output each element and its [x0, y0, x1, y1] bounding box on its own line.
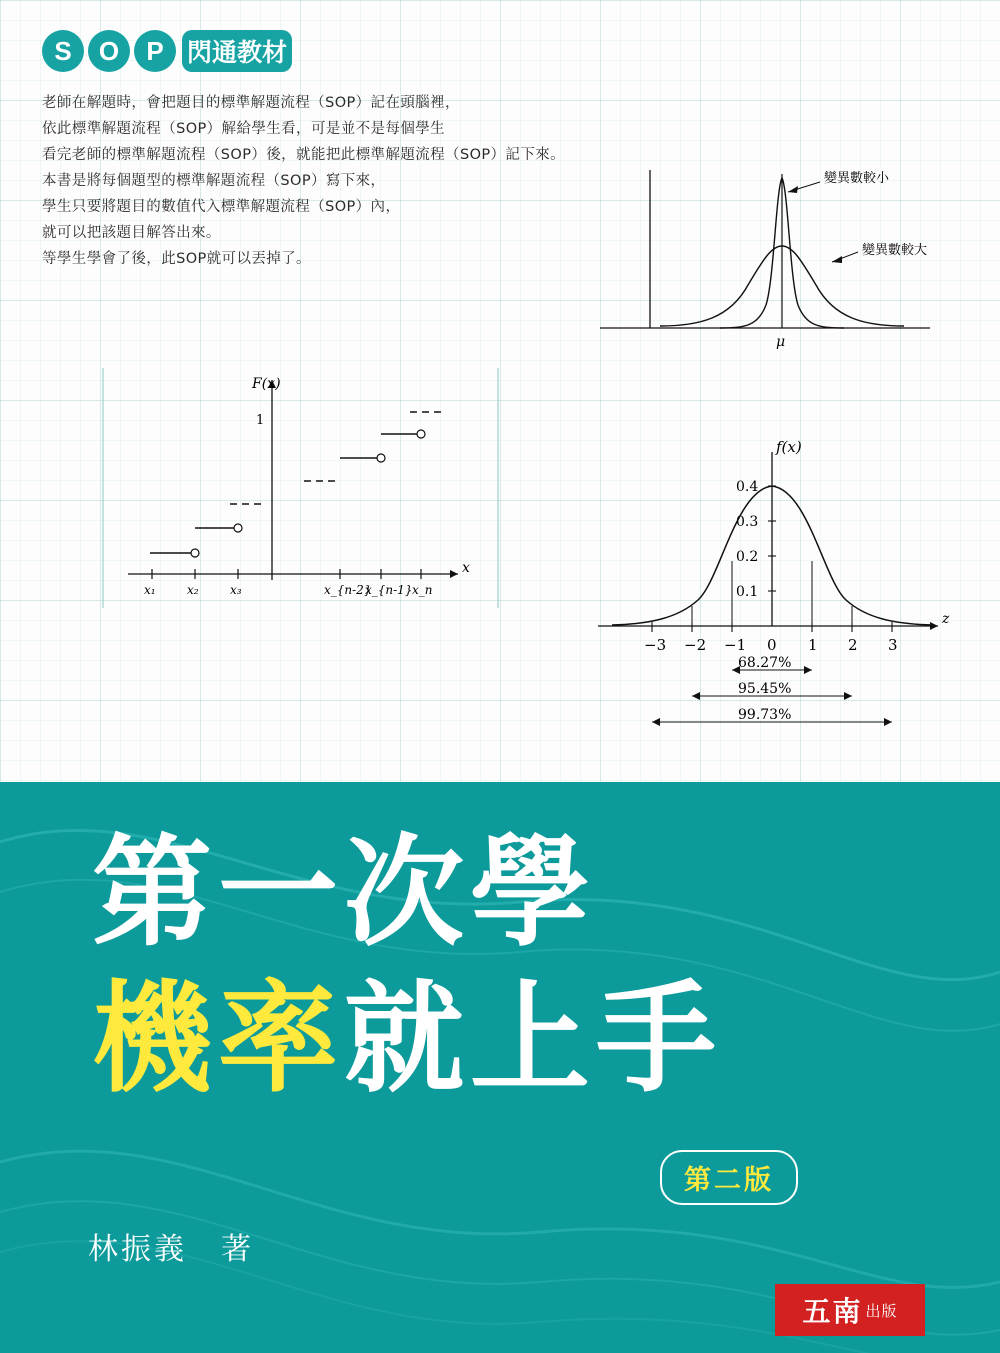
sop-letter-o: O: [88, 30, 130, 72]
intro-line-1: 老師在解題時，會把題目的標準解題流程（SOP）記在頭腦裡，: [42, 95, 460, 111]
xtick-one: 1: [808, 636, 818, 654]
label-Fx: F(x): [252, 376, 281, 392]
intro-line-4: 本書是將每個題型的標準解題流程（SOP）寫下來，: [42, 173, 386, 189]
intro-line-2: 依此標準解題流程（SOP）解給學生看，可是並不是每個學生: [42, 121, 446, 137]
label-large-variance: 變異數較大: [862, 243, 928, 258]
author-name: 林振義: [88, 1232, 187, 1267]
author-suffix: 著: [221, 1232, 254, 1267]
cover-title-rest: 就上手: [344, 970, 722, 1109]
cover-title-line-1: 第一次學: [92, 824, 596, 963]
label-y-one: 1: [256, 413, 265, 428]
xtick-2: x₂: [187, 583, 199, 597]
cover-title-highlight: 機率: [92, 970, 344, 1109]
sop-letter-s: S: [42, 30, 84, 72]
publisher-name: 五南: [802, 1295, 863, 1328]
sop-banner: [42, 30, 292, 72]
edition-badge: 第二版: [660, 1150, 798, 1205]
cover-title-line-2: [92, 970, 722, 1109]
ytick-0-4: 0.4: [736, 479, 759, 495]
intro-line-5: 學生只要將題目的數值代入標準解題流程（SOP）內，: [42, 199, 401, 215]
label-small-variance: 變異數較小: [824, 171, 890, 186]
ytick-0-1: 0.1: [736, 584, 759, 600]
xtick-zero: 0: [767, 636, 777, 654]
ytick-0-3: 0.3: [736, 514, 759, 530]
xtick-two: 2: [848, 636, 858, 654]
publisher-logo: [775, 1284, 925, 1336]
xtick-3: x₃: [230, 583, 242, 597]
intro-paragraph: [42, 90, 602, 272]
intro-line-7: 等學生學會了後，此SOP就可以丟掉了。: [42, 251, 311, 267]
label-mu: μ: [776, 334, 786, 350]
xtick-minus3: −3: [644, 636, 667, 654]
xtick-three: 3: [888, 636, 898, 654]
author-line: [88, 1224, 254, 1268]
publisher-suffix: 出版: [865, 1301, 898, 1320]
xtick-n-2: x_{n-2}: [324, 583, 372, 597]
xtick-minus1: −1: [724, 636, 747, 654]
ytick-0-2: 0.2: [736, 549, 759, 565]
sop-banner-word: 閃通教材: [182, 30, 292, 72]
band-95: 95.45%: [738, 681, 792, 697]
xtick-minus2: −2: [684, 636, 707, 654]
label-fx: f(x): [776, 438, 802, 456]
figure-standard-normal: [570, 430, 970, 730]
xtick-1: x₁: [144, 583, 156, 597]
label-z-axis: z: [942, 611, 950, 627]
figure-variance-comparison: [580, 150, 980, 360]
cover-panel: [0, 782, 1000, 1353]
figure-cdf-step: [100, 368, 500, 608]
band-68: 68.27%: [738, 655, 792, 671]
intro-line-6: 就可以把該題目解答出來。: [42, 225, 221, 241]
xtick-n-1: x_{n-1}: [365, 583, 413, 597]
band-99: 99.73%: [738, 707, 792, 723]
xtick-n: x_n: [412, 583, 433, 597]
intro-line-3: 看完老師的標準解題流程（SOP）後，就能把此標準解題流程（SOP）記下來。: [42, 147, 566, 163]
sop-letter-p: P: [134, 30, 176, 72]
label-x-axis: x: [462, 560, 470, 576]
